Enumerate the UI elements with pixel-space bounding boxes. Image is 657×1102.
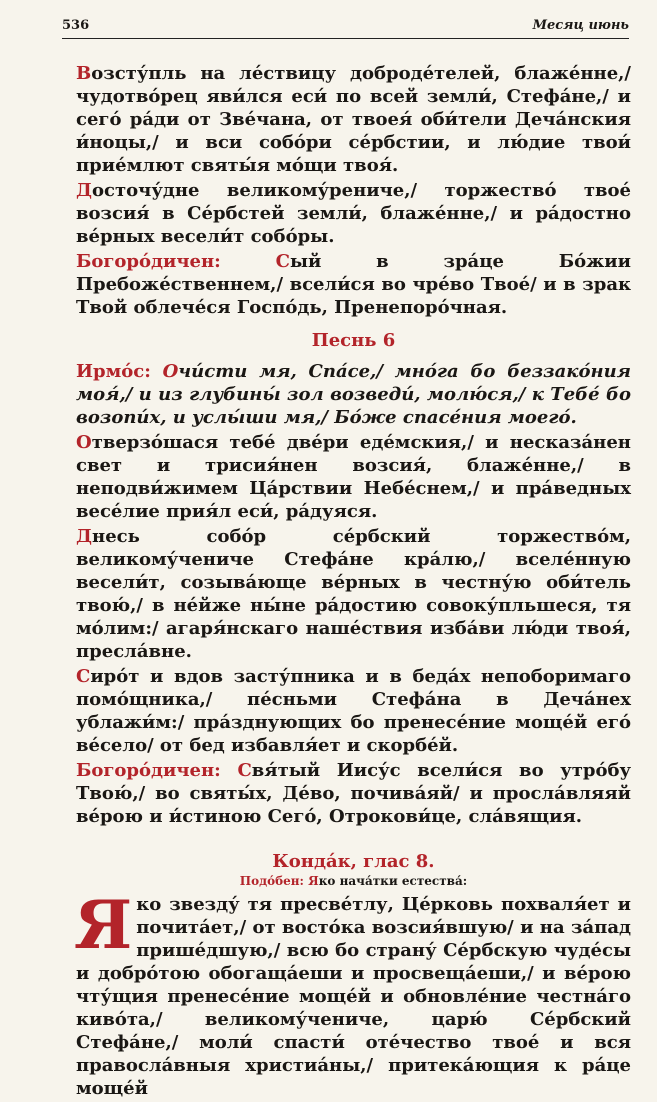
theotokion-1 (76, 250, 631, 319)
page-body (76, 62, 631, 1102)
troparion-text: иро́т и вдов засту́пника и в беда́х непоборимаго помо́щника,/ пе́сньми Стефа́на в Деча́нех ублажи́м:/ пра́зднующих бо пренесе́ние моще́й его́ ве́село/ от бед избавля́ет и скорбе́й. (76, 666, 631, 756)
theotokion-text: вя́тый Иису́с всели́ся во утро́бу Твою́,/ во святы́х, Де́во, почива́яй/ и просла́вляяй ве́рою и и́стиною Сего́, Отрокови́це, сла́вящия. (76, 760, 632, 827)
irmos-label: Ирмо́с: (76, 361, 163, 382)
page-number: 536 (62, 18, 90, 33)
sticheron-text: озсту́пль на ле́ствицу доброде́телей, блаже́нне,/ чудотво́рец яви́лся еси́ по всей земли́, Стефа́не,/ и сего́ ра́ди от Зве́чана, от твоея́ оби́тели Деча́нския и́ноцы,/ и вси собо́ри се́рбстии, и лю́дие твои́ прие́млют святы́я мо́щи твоя́. (76, 63, 631, 176)
song-heading: Песнь 6 (311, 330, 396, 351)
sticheron-text: осточу́дне великому́рениче,/ торжество́ твое́ возсия́ в Се́рбстей земли́, блаже́нне,/ и ра́достно ве́рных весели́т собо́ры. (76, 180, 631, 247)
kontakion-heading: Конда́к, глас 8. (272, 851, 435, 872)
initial-letter: Д (76, 180, 93, 201)
page-header (62, 18, 629, 39)
initial-letter: С (275, 251, 290, 272)
running-title: Месяц июнь (532, 18, 629, 33)
rubric-label: Богоро́дичен: (76, 251, 276, 272)
podoben-label: Подо́бен: (239, 874, 309, 888)
kontakion-text-block (74, 886, 631, 1100)
troparion-text: тверзо́шася тебе́ две́ри еде́мския,/ и несказа́нен свет и трисия́нен возсия́, блаже́нне,/ в неподви́жимем Ца́рствии Небе́снем,/ и пра́ведных весе́лие прия́л еси́, ра́дуяся. (76, 432, 631, 522)
irmos-text: чи́сти мя, Спа́се,/ мно́га бо беззако́ния моя́,/ и из глубины́ зол возведи́, молю́ся,/ к Тебе́ бо возопи́х, и услы́ши мя,/ Бо́же спасе́ния моего́. (76, 361, 632, 428)
podoben-text: ко нача́тки естества́: (318, 874, 468, 888)
drop-cap: Я (74, 886, 133, 964)
irmos (76, 360, 631, 429)
initial-letter: С (237, 760, 252, 781)
podoben-line (76, 873, 631, 889)
initial-letter: О (162, 361, 179, 382)
troparion-2 (76, 525, 631, 663)
initial-letter: В (76, 63, 92, 84)
initial-letter: О (76, 432, 92, 453)
troparion-text: несь собо́р се́рбский торжество́м, великому́чениче Стефа́не кра́лю,/ вселе́нную весели́т, созыва́юще ве́рных в честну́ю оби́тель твою́,/ в не́йже ны́не ра́достию совоку́пльшеся, тя мо́лим:/ агаря́нскаго наше́ствия изба́ви лю́ди твоя́, пресла́вне. (76, 526, 631, 662)
theotokion-2 (76, 759, 631, 828)
troparion-1 (76, 431, 631, 523)
initial-letter: Д (76, 526, 93, 547)
initial-letter: С (76, 666, 91, 687)
kontakion-text: ко звезду́ тя пресве́тлу, Це́рковь похваля́ет и почита́ет,/ от восто́ка возсия́вшую/ и на за́пад прише́дшую,/ всю бо страну́ Се́рбскую чуде́сы и добро́тою обогаща́еши и просвеща́еши,/ и ве́рою чту́щия пренесе́ние моще́й и обновле́ние честна́го киво́та,/ великому́чениче, царю́ Се́рбский Стефа́не,/ моли́ спасти́ оте́чество твое́ и вся правосла́вныя христиа́ны,/ притека́ющия к ра́це моще́й (76, 894, 631, 1099)
initial-letter: Я (308, 874, 319, 888)
rubric-label: Богоро́дичен: (76, 760, 238, 781)
sticheron-1 (76, 62, 631, 177)
troparion-3 (76, 665, 631, 757)
sticheron-2 (76, 179, 631, 248)
theotokion-text: ый в зра́це Бо́жии Пребоже́ственнем,/ всели́ся во чре́во Твое́/ и в зрак Твой облече́ся Госпо́дь, Пренепоро́чная. (76, 251, 632, 318)
